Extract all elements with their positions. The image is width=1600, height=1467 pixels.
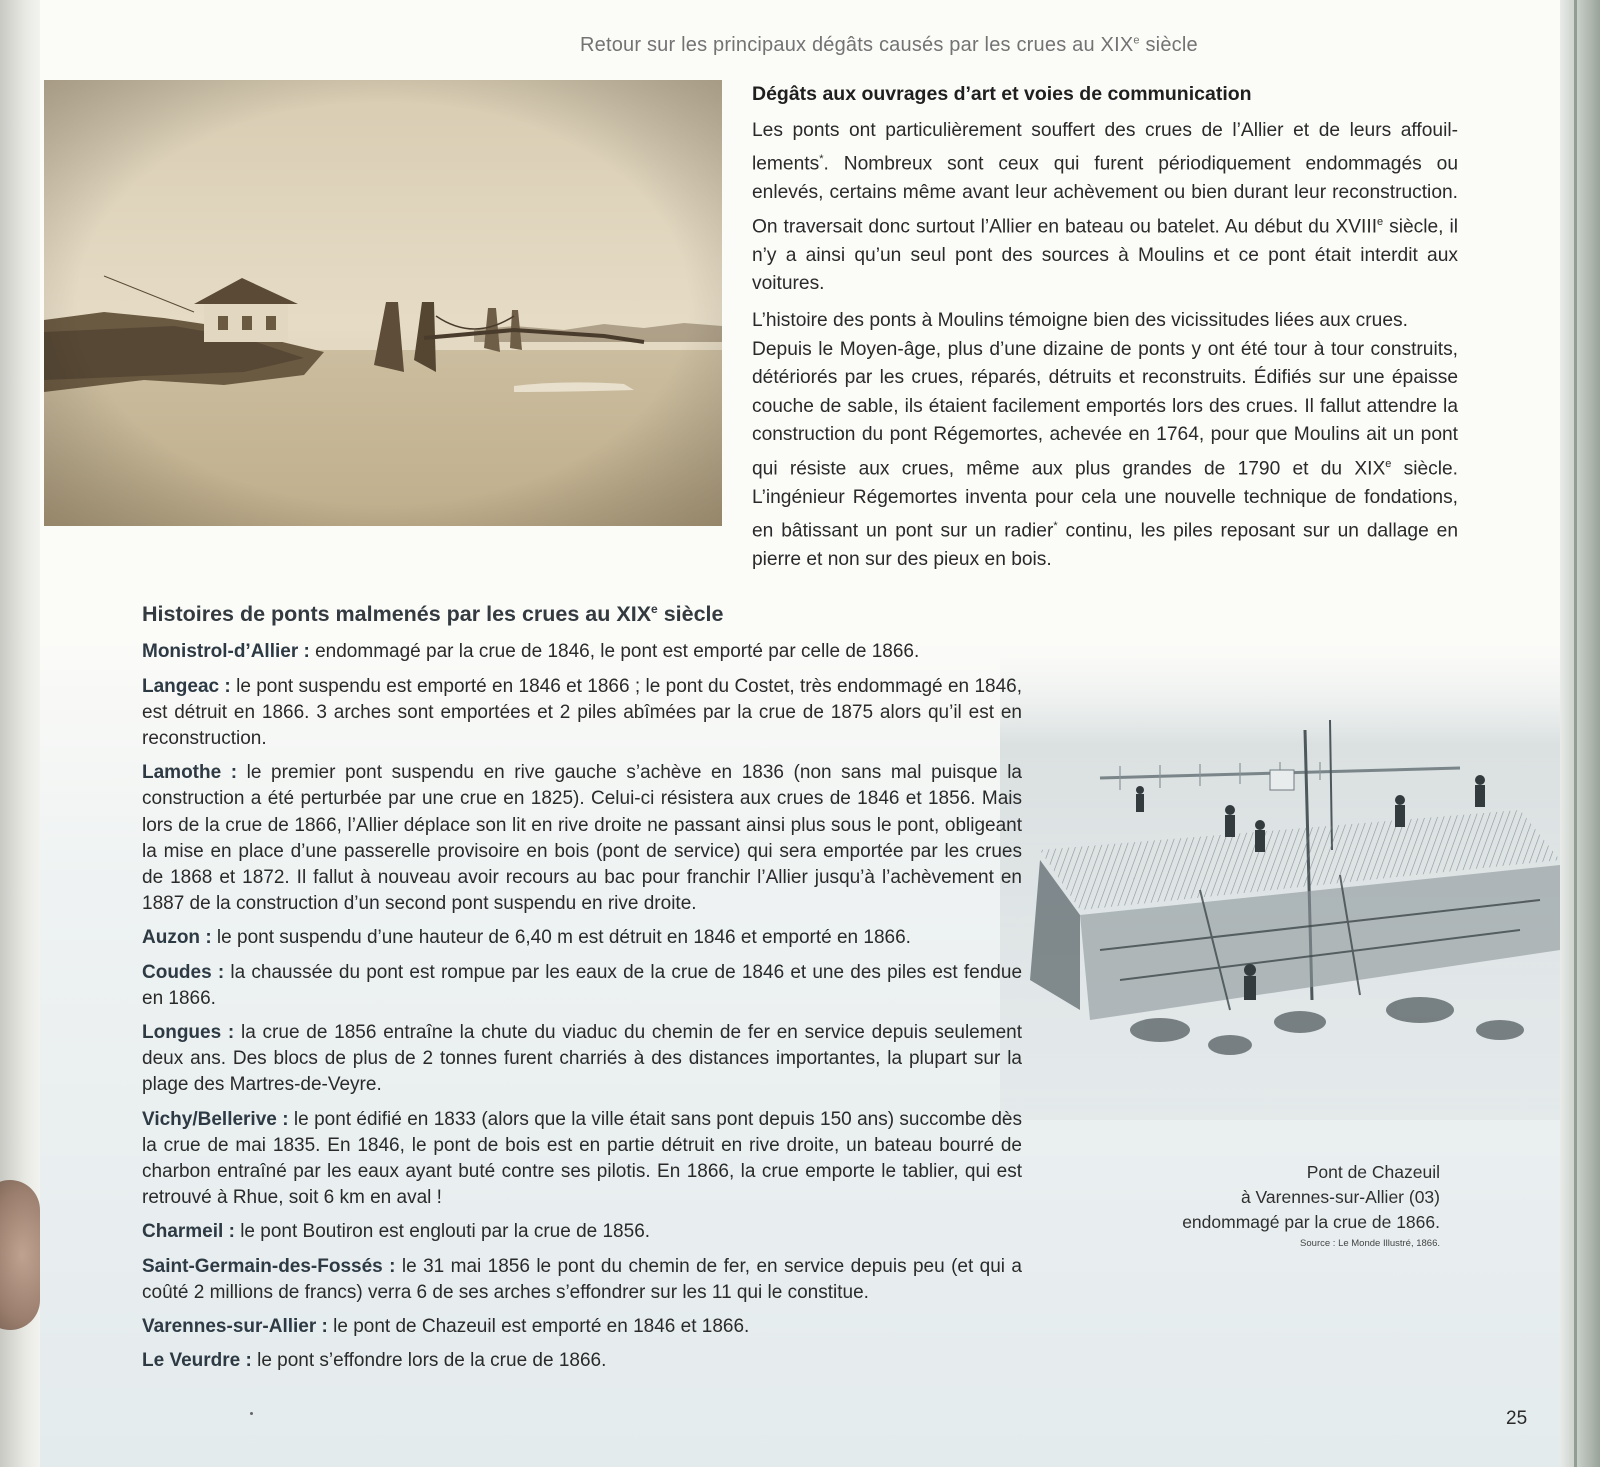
article-paragraph-3: Depuis le Moyen-âge, plus d’une dizaine de ponts y ont été tour à tour construits, détériorés par les crues, réparés, détruits et reconstruits. Édifiés sur une épaisse couche de sable, ils étaient facilement emportés lors des crues. Il fallut attendre la construction du pont Régemortes, achevée en 1764, pour que Moulins ait un pont qui résiste aux crues, même aux plus grandes de 1790 et du XIXe siècle. L’ingénieur Régemortes inventa pour cela une nouvelle technique de fondations, en bâtissant un pont sur un radier* continu, les piles reposant sur un dallage en pierre et non sur des pieux en bois. xyxy=(752,338,1458,571)
article-paragraph-2: L’histoire des ponts à Moulins témoigne bien des vicissitudes liées aux crues. xyxy=(752,309,1408,331)
entry-monistrol: Monistrol-d’Allier : endommagé par la crue de 1846, le pont est emporté par celle de 1866. xyxy=(142,641,920,663)
caption-source: Source : Le Monde Illustré, 1866. xyxy=(1300,1238,1440,1249)
bridge-histories xyxy=(142,596,1022,1382)
caption-line-3: endommagé par la crue de 1866. xyxy=(1182,1212,1440,1232)
entry-le-veurdre: Le Veurdre : le pont s’effondre lors de la crue de 1866. xyxy=(142,1350,607,1372)
entry-auzon: Auzon : le pont suspendu d’une hauteur de 6,40 m est détruit en 1846 et emporté en 1866. xyxy=(142,927,911,949)
entry-lamothe: Lamothe : le premier pont suspendu en rive gauche s’achève en 1836 (non sans mal puisque la construction a été perturbée par une crue en 1825). Celui-ci résistera aux crues de 1846 et 1856. Mais lors de la crue de 1866, l’Allier déplace son lit en rive droite ne passant ainsi plus sous le pont, obligeant la mise en place d’une passerelle provisoire en bois (pont de service) qui sera emportée par les crues de 1868 et 1872. Il fallut à nouveau avoir recours au bac pour franchir l’Allier jusqu’à l’achèvement en 1887 de la construction d’un second pont suspendu en rive droite. xyxy=(142,762,1022,915)
article-title: Dégâts aux ouvrages d’art et voies de communication xyxy=(752,83,1252,105)
page-gutter-right xyxy=(1560,0,1600,1467)
entry-charmeil: Charmeil : le pont Boutiron est englouti par la crue de 1856. xyxy=(142,1221,651,1243)
caption-line-2: à Varennes-sur-Allier (03) xyxy=(1240,1187,1440,1207)
bridge-photograph xyxy=(44,80,722,526)
decorative-dot xyxy=(250,1412,253,1415)
article-damage-works xyxy=(752,80,1458,583)
entry-saint-germain: Saint-Germain-des-Fossés : le 31 mai 1856 le pont du chemin de fer, en service depuis peu (et qui a coûté 2 millions de francs) verra 6 de ses arches s’effondrer sur les 11 qui le constitue. xyxy=(142,1255,1023,1303)
entry-vichy-bellerive: Vichy/Bellerive : le pont édifié en 1833 (alors que la ville était sans pont depuis 150 ans) succombe dès la crue de mai 1835. En 1846, le pont de bois est en partie détruit en rive droite, un bateau bourré de charbon entraîné par les eaux ayant buté contre ses pilotis. En 1866, la crue emporte le tablier, qui est retrouvé à Rhue, soit 6 km en aval ! xyxy=(142,1108,1023,1209)
entry-coudes: Coudes : la chaussée du pont est rompue par les eaux de la crue de 1846 et une des piles est fendue en 1866. xyxy=(142,961,1023,1009)
section-title: Histoires de ponts malmenés par les crues au XIXe siècle xyxy=(142,602,724,627)
scanner-thumb xyxy=(0,1180,40,1330)
article-paragraph-1: Les ponts ont particulièrement souffert des crues de l’Allier et de leurs affouil-lements*. Nombreux sont ceux qui furent périodiquement endommagés ou enlevés, certains même avant leur achèvement ou bien durant leur reconstruction. On traversait donc surtout l’Allier en bateau ou batelet. Au début du XVIIIe siècle, il n’y a ainsi qu’un seul pont des sources à Moulins et ce pont était interdit aux voitures. xyxy=(752,119,1458,295)
engraving-chazeuil-bridge xyxy=(1000,650,1560,1120)
entry-longues: Longues : la crue de 1856 entraîne la chute du viaduc du chemin de fer en service depuis seulement deux ans. Des blocs de plus de 2 tonnes furent charriés à des distances importantes, la plupart sur la plage des Martres-de-Veyre. xyxy=(142,1022,1022,1096)
engraving-caption xyxy=(1120,1160,1440,1253)
entry-langeac: Langeac : le pont suspendu est emporté en 1846 et 1866 ; le pont du Costet, très endommagé en 1846, est détruit en 1866. 3 arches sont emportées et 2 piles abîmées par la crue de 1875 alors qu’il est en reconstruction. xyxy=(142,675,1022,749)
page-number: 25 xyxy=(1506,1408,1528,1429)
running-head: Retour sur les principaux dégâts causés par les crues au XIXe siècle xyxy=(580,34,1198,56)
caption-line-1: Pont de Chazeuil xyxy=(1306,1162,1440,1182)
entry-varennes: Varennes-sur-Allier : le pont de Chazeuil est emporté en 1846 et 1866. xyxy=(142,1316,750,1338)
